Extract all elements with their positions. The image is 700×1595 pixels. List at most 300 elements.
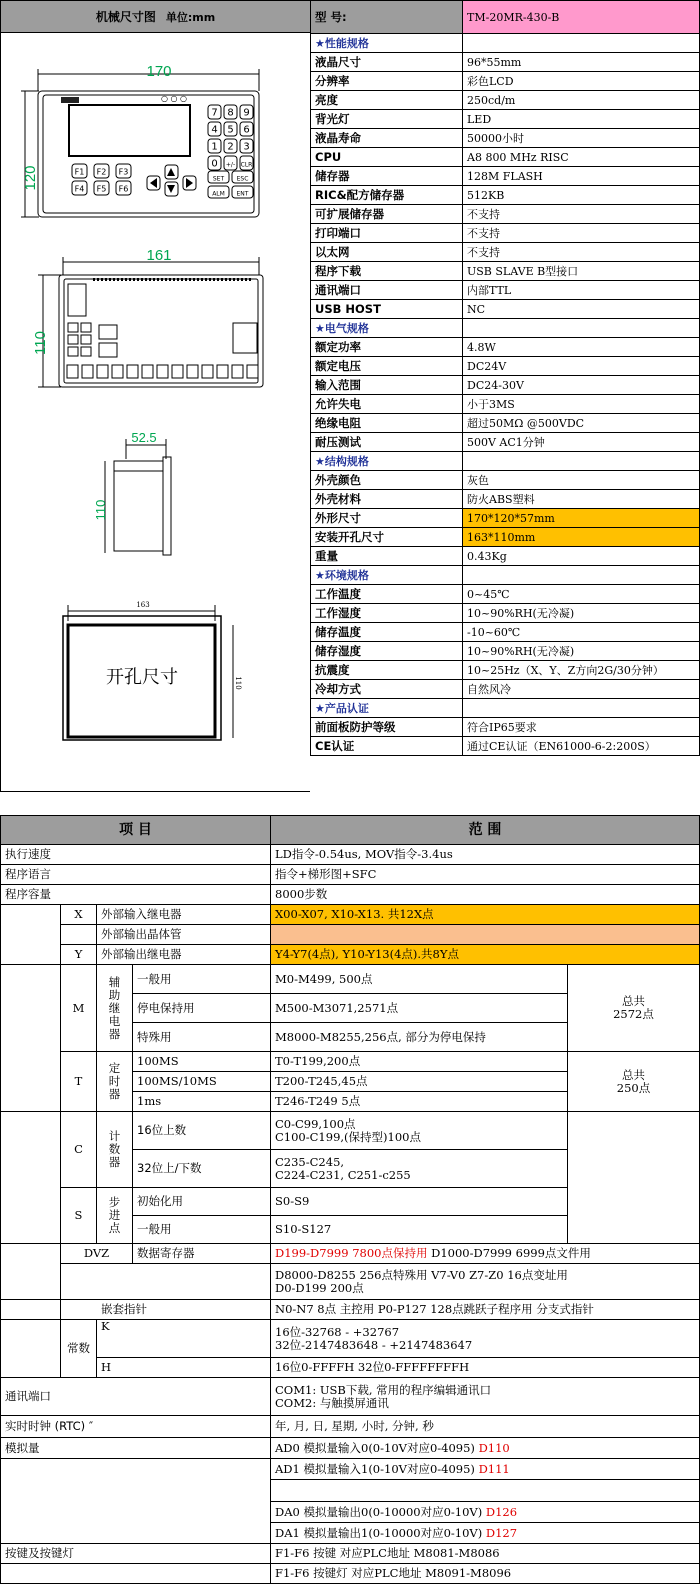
dvz-row: [1, 1244, 700, 1264]
spec-section-blank: [463, 566, 700, 585]
c-value-2: C235-C245, C224-C231, C251-c255: [271, 1150, 568, 1188]
spec-row: [311, 338, 700, 357]
pin: [249, 278, 251, 281]
spec-value: A8 800 MHz RISC: [463, 148, 700, 167]
dvz-extra: D8000-D8255 256点特殊用 V7-V0 Z7-Z0 16点变址用 D0-D199 200点: [271, 1264, 700, 1300]
spec-value: 10~90%RH(无冷凝): [463, 642, 700, 661]
m-name-3: 特殊用: [133, 1023, 271, 1052]
analog-value-5: DA1 模拟量输出1(0-10000对应0-10V) D127: [271, 1523, 700, 1544]
back-width-dim: 161: [146, 247, 172, 264]
vertical-char: 点: [108, 1221, 121, 1235]
prog-cap-label: 程序容量: [1, 885, 271, 905]
analog-row-2: [1, 1459, 700, 1480]
front-height-dim: 120: [22, 165, 39, 191]
c-code: C: [61, 1112, 97, 1188]
terminal-block: [112, 365, 123, 378]
spec-label: 前面板防护等级: [311, 718, 463, 737]
ptr-name: 嵌套指针: [61, 1300, 271, 1320]
spec-row: [311, 110, 700, 129]
spec-label: 冷却方式: [311, 680, 463, 699]
relay-group: [1, 965, 61, 1112]
vertical-char: 时: [108, 1074, 121, 1088]
m-value-2: M500-M3071,2571点: [271, 994, 568, 1023]
prog-cap-value: 8000步数: [271, 885, 700, 905]
spec-value: USB SLAVE B型接口: [463, 262, 700, 281]
control-key-label: ENT: [236, 190, 249, 198]
exec-speed-value: LD指令-0.54us, MOV指令-3.4us: [271, 845, 700, 865]
digit-key-label: 2: [227, 141, 234, 153]
dvz-name: 数据寄存器: [133, 1244, 271, 1264]
trans-value: [271, 925, 700, 945]
spec-label: 工作湿度: [311, 604, 463, 623]
spec-label: 亮度: [311, 91, 463, 110]
connector: [81, 323, 91, 332]
const-label: 常数: [61, 1320, 97, 1378]
spec-section-title: ★环境规格: [311, 566, 463, 585]
pin: [137, 278, 139, 281]
m-total: 总共 2572点: [568, 965, 700, 1052]
s-vertical-label: [97, 1188, 133, 1244]
spec-row: [311, 91, 700, 110]
spec-row: [311, 718, 700, 737]
spec-row: [311, 604, 700, 623]
vertical-char: 器: [108, 1026, 121, 1041]
spec-value: 250cd/m: [463, 91, 700, 110]
pin: [93, 278, 95, 281]
terminal-block: [247, 365, 258, 378]
pin: [165, 278, 167, 281]
spec-value: 超过50MΩ @500VDC: [463, 414, 700, 433]
trans-row: [1, 925, 700, 945]
spec-value: LED: [463, 110, 700, 129]
spec-label: 液晶尺寸: [311, 53, 463, 72]
digit-key-label: 0: [211, 158, 218, 170]
pin: [241, 278, 243, 281]
spec-label: 打印端口: [311, 224, 463, 243]
spec-value: 自然风冷: [463, 680, 700, 699]
trans-name: 外部输出晶体管: [97, 925, 271, 945]
spec-row: [311, 680, 700, 699]
spec-label: 外壳颜色: [311, 471, 463, 490]
exec-speed-label: 执行速度: [1, 845, 271, 865]
plc-header-row: [1, 816, 700, 845]
spec-row: [311, 167, 700, 186]
spec-value: 96*55mm: [463, 53, 700, 72]
pin: [177, 278, 179, 281]
spec-row: [311, 205, 700, 224]
prog-cap-row: [1, 885, 700, 905]
m-row-1: [1, 965, 700, 994]
spec-value: 128M FLASH: [463, 167, 700, 186]
arrow-up-icon: [167, 168, 175, 176]
const-h-value: 16位0-FFFFH 32位0-FFFFFFFFH: [271, 1358, 700, 1378]
y-value: Y4-Y7(4点), Y10-Y13(4点).共8Y点: [271, 945, 700, 965]
back-view: [38, 257, 263, 387]
rtc-label: 实时时钟 (RTC) ″: [1, 1416, 271, 1438]
spec-value: NC: [463, 300, 700, 319]
spec-value: 163*110mm: [463, 528, 700, 547]
spec-label: 抗震度: [311, 661, 463, 680]
spec-label: CPU: [311, 148, 463, 167]
comm-label: 通讯端口: [1, 1378, 271, 1416]
spec-value: 10~25Hz（X、Y、Z方向2G/30分钟）: [463, 661, 700, 680]
spec-section-blank: [463, 34, 700, 53]
control-key-label: SET: [212, 175, 225, 183]
spec-row: [311, 224, 700, 243]
pin: [245, 278, 247, 281]
terminal-block: [127, 365, 138, 378]
t-vertical-label: [97, 1052, 133, 1112]
pin: [129, 278, 131, 281]
arrow-left-icon: [150, 178, 157, 188]
m-value-3: M8000-M8255,256点, 部分为停电保持: [271, 1023, 568, 1052]
spec-row: [311, 376, 700, 395]
terminal-block: [67, 365, 78, 378]
pin: [113, 278, 115, 281]
mechanical-drawings: [1, 34, 310, 792]
spec-row: [311, 414, 700, 433]
const-k: K: [97, 1320, 271, 1358]
keys-row-1: [1, 1544, 700, 1564]
connector: [68, 335, 78, 344]
analog-value-4: DA0 模拟量输出0(0-10000对应0-10V) D126: [271, 1502, 700, 1523]
spec-value: 170*120*57mm: [463, 509, 700, 528]
vertical-char: 继: [108, 1000, 121, 1015]
spec-section-blank: [463, 452, 700, 471]
connector: [81, 335, 91, 344]
pin: [105, 278, 107, 281]
pin: [209, 278, 211, 281]
front-keypad: [72, 105, 253, 198]
dvz-empty: [61, 1264, 271, 1300]
digit-key-label: 8: [227, 107, 234, 119]
t-total: 总共 250点: [568, 1052, 700, 1112]
x-name: 外部输入继电器: [97, 905, 271, 925]
back-terminals: [67, 278, 258, 378]
cutout-width-dim: 163: [136, 601, 150, 609]
spec-row: [311, 528, 700, 547]
spec-value: 小于3MS: [463, 395, 700, 414]
spec-value: 10~90%RH(无冷凝): [463, 604, 700, 623]
pin: [141, 278, 143, 281]
spec-value: 不支持: [463, 243, 700, 262]
digit-key-label: CLR: [240, 161, 253, 169]
spec-row: [311, 737, 700, 756]
spec-row: [311, 357, 700, 376]
spec-label: USB HOST: [311, 300, 463, 319]
dvz-group: [1, 1244, 61, 1300]
spec-label: 输入范围: [311, 376, 463, 395]
analog-label: 模拟量: [1, 1438, 271, 1459]
terminal-block: [172, 365, 183, 378]
c-vertical-label: [97, 1112, 133, 1188]
pin: [125, 278, 127, 281]
t-name-3: 1ms: [133, 1092, 271, 1112]
model-label: 型 号:: [311, 1, 463, 34]
spec-label: 重量: [311, 547, 463, 566]
vertical-char: 步: [108, 1195, 121, 1209]
spec-value: 灰色: [463, 471, 700, 490]
terminal-block: [157, 365, 168, 378]
connector: [68, 347, 78, 356]
spec-row: [311, 148, 700, 167]
c-value-1: C0-C99,100点 C100-C199,(保持型)100点: [271, 1112, 568, 1150]
digit-key-label: +/-: [225, 161, 236, 169]
s-name-2: 一般用: [133, 1216, 271, 1244]
spec-section-row: [311, 566, 700, 585]
spec-label: 可扩展储存器: [311, 205, 463, 224]
pin: [237, 278, 239, 281]
spec-label: 额定电压: [311, 357, 463, 376]
digit-key-label: 6: [243, 124, 250, 136]
drawing-unit: 单位:mm: [165, 11, 216, 24]
spec-value: DC24V: [463, 357, 700, 376]
spec-table: [310, 0, 700, 756]
spec-label: 储存湿度: [311, 642, 463, 661]
spec-value: 符合IP65要求: [463, 718, 700, 737]
spec-row: [311, 585, 700, 604]
s-name-1: 初始化用: [133, 1188, 271, 1216]
connector: [68, 323, 78, 332]
pin: [149, 278, 151, 281]
function-key-label: F3: [118, 167, 129, 177]
c-name-1: 16位上数: [133, 1112, 271, 1150]
t-value-2: T200-T245,45点: [271, 1072, 568, 1092]
s-code: S: [61, 1188, 97, 1244]
spec-row: [311, 186, 700, 205]
spec-value: 彩色LCD: [463, 72, 700, 91]
spec-label: 工作温度: [311, 585, 463, 604]
keys-value-2: F1-F6 按键灯 对应PLC地址 M8091-M8096: [271, 1564, 700, 1584]
pin: [161, 278, 163, 281]
digit-key-label: 5: [227, 124, 234, 136]
spec-label: 绝缘电阻: [311, 414, 463, 433]
c-name-2: 32位上/下数: [133, 1150, 271, 1188]
digit-key-label: 7: [211, 107, 218, 119]
spec-value: DC24-30V: [463, 376, 700, 395]
spec-label: 外壳材料: [311, 490, 463, 509]
pin: [201, 278, 203, 281]
spec-row: [311, 642, 700, 661]
spec-label: 液晶寿命: [311, 129, 463, 148]
spec-value: 50000小时: [463, 129, 700, 148]
control-key-label: ESC: [236, 175, 249, 183]
spec-label: CE认证: [311, 737, 463, 756]
function-key-label: F5: [96, 184, 107, 194]
comm-row: [1, 1378, 700, 1416]
trans-code: [61, 925, 97, 945]
spec-row: [311, 433, 700, 452]
m-value-1: M0-M499, 500点: [271, 965, 568, 994]
pin: [225, 278, 227, 281]
pin: [169, 278, 171, 281]
cutout-label: 开孔尺寸: [106, 667, 178, 688]
digit-key-label: 4: [211, 124, 218, 136]
pin: [221, 278, 223, 281]
dvz-code: DVZ: [61, 1244, 133, 1264]
exec-speed-row: [1, 845, 700, 865]
terminal-block: [187, 365, 198, 378]
spec-section-row: [311, 34, 700, 53]
spec-row: [311, 243, 700, 262]
digit-key-label: 1: [211, 141, 218, 153]
pin: [97, 278, 99, 281]
terminal-block: [142, 365, 153, 378]
digit-key-label: 9: [243, 107, 250, 119]
spec-row: [311, 72, 700, 91]
vertical-char: 助: [108, 987, 121, 1002]
const-h-row: [1, 1358, 700, 1378]
keys-row-2: [1, 1564, 700, 1584]
pin: [217, 278, 219, 281]
t-name-2: 100MS/10MS: [133, 1072, 271, 1092]
arrow-right-icon: [186, 178, 193, 188]
t-name-1: 100MS: [133, 1052, 271, 1072]
pin: [185, 278, 187, 281]
spec-row: [311, 300, 700, 319]
m-code: M: [61, 965, 97, 1052]
io-group: [1, 905, 61, 965]
arrow-down-icon: [167, 185, 175, 193]
vertical-char: 器: [108, 1087, 121, 1101]
const-k-row: [1, 1320, 700, 1358]
ptr-value: N0-N7 8点 主控用 P0-P127 128点跳跃子程序用 分支式指针: [271, 1300, 700, 1320]
plc-table: [0, 815, 700, 1584]
y-name: 外部输出继电器: [97, 945, 271, 965]
c-total: [568, 1112, 700, 1244]
spec-row: [311, 661, 700, 680]
pin: [157, 278, 159, 281]
spec-row: [311, 395, 700, 414]
terminal-block: [82, 365, 93, 378]
prog-lang-label: 程序语言: [1, 865, 271, 885]
plc-header-range: 范 围: [271, 816, 700, 845]
terminal-block: [202, 365, 213, 378]
dvz-row-2: [1, 1264, 700, 1300]
spec-value: 不支持: [463, 224, 700, 243]
spec-label: 允许失电: [311, 395, 463, 414]
side-depth-dim: 52.5: [131, 430, 157, 445]
spec-value: 512KB: [463, 186, 700, 205]
spec-section-title: ★性能规格: [311, 34, 463, 53]
spec-label: 耐压测试: [311, 433, 463, 452]
keys-label: 按键及按键灯: [1, 1544, 271, 1564]
spec-row: [311, 471, 700, 490]
keys-value-1: F1-F6 按键 对应PLC地址 M8081-M8086: [271, 1544, 700, 1564]
spec-label: 通讯端口: [311, 281, 463, 300]
m-name-1: 一般用: [133, 965, 271, 994]
drawing-title: 机械尺寸图: [95, 10, 156, 24]
pin: [117, 278, 119, 281]
pin: [145, 278, 147, 281]
keys-empty: [1, 1564, 271, 1584]
analog-value-2: AD1 模拟量输入1(0-10V对应0-4095) D111: [271, 1459, 700, 1480]
terminal-block: [97, 365, 108, 378]
x-code: X: [61, 905, 97, 925]
digit-key-label: 3: [243, 141, 250, 153]
spec-row: [311, 281, 700, 300]
spec-row: [311, 53, 700, 72]
pin: [193, 278, 195, 281]
spec-label: 额定功率: [311, 338, 463, 357]
spec-header-row: [311, 1, 700, 34]
comm-value: COM1: USB下载, 常用的程序编辑通讯口 COM2: 与触摸屏通讯: [271, 1378, 700, 1416]
pin: [173, 278, 175, 281]
s-value-2: S10-S127: [271, 1216, 568, 1244]
function-key-label: F2: [96, 167, 107, 177]
pin: [133, 278, 135, 281]
x-row: [1, 905, 700, 925]
spec-section-row: [311, 699, 700, 718]
pin: [205, 278, 207, 281]
spec-value: 防火ABS塑料: [463, 490, 700, 509]
const-k-value: 16位-32768 - +32767 32位-2147483648 - +2147483647: [271, 1320, 700, 1358]
ptr-row: [1, 1300, 700, 1320]
pin: [101, 278, 103, 281]
const-h: H: [97, 1358, 271, 1378]
spec-section-title: ★产品认证: [311, 699, 463, 718]
terminal-block: [232, 365, 243, 378]
t-row-1: [1, 1052, 700, 1072]
pin: [121, 278, 123, 281]
spec-label: 安装开孔尺寸: [311, 528, 463, 547]
vertical-char: 器: [108, 1155, 121, 1169]
vertical-char: 电: [108, 1013, 121, 1028]
y-code: Y: [61, 945, 97, 965]
logo-icon: [61, 97, 79, 103]
spec-row: [311, 547, 700, 566]
pin: [229, 278, 231, 281]
x-value: X00-X07, X10-X13. 共12X点: [271, 905, 700, 925]
svg-text:○ ○ ○: ○ ○ ○: [161, 94, 188, 103]
spec-section-blank: [463, 319, 700, 338]
spec-label: 程序下载: [311, 262, 463, 281]
spec-section-title: ★电气规格: [311, 319, 463, 338]
spec-label: 分辨率: [311, 72, 463, 91]
spec-label: 以太网: [311, 243, 463, 262]
prog-lang-row: [1, 865, 700, 885]
vertical-char: 进: [108, 1208, 121, 1222]
dvz-value: D199-D7999 7800点保持用 D1000-D7999 6999点文件用: [271, 1244, 700, 1264]
spec-label: RIC&配方储存器: [311, 186, 463, 205]
vertical-char: 数: [108, 1142, 121, 1156]
spec-section-title: ★结构规格: [311, 452, 463, 471]
front-width-dim: 170: [146, 63, 172, 80]
spec-label: 背光灯: [311, 110, 463, 129]
terminal-block: [217, 365, 228, 378]
vertical-char: 辅: [108, 974, 121, 989]
spec-label: 外形尺寸: [311, 509, 463, 528]
spec-row: [311, 623, 700, 642]
pin: [197, 278, 199, 281]
s-value-1: S0-S9: [271, 1188, 568, 1216]
t-value-1: T0-T199,200点: [271, 1052, 568, 1072]
vertical-char: 定: [108, 1061, 121, 1075]
spec-row: [311, 509, 700, 528]
c-row-1: [1, 1112, 700, 1150]
pin: [181, 278, 183, 281]
back-height-dim: 110: [32, 331, 49, 355]
model-value: TM-20MR-430-B: [463, 1, 700, 34]
spec-value: 不支持: [463, 205, 700, 224]
function-key-label: F6: [118, 184, 129, 194]
spec-value: 4.8W: [463, 338, 700, 357]
connector: [81, 347, 91, 356]
analog-group: [1, 1459, 271, 1544]
spec-row: [311, 129, 700, 148]
analog-row-1: [1, 1438, 700, 1459]
spec-section-blank: [463, 699, 700, 718]
